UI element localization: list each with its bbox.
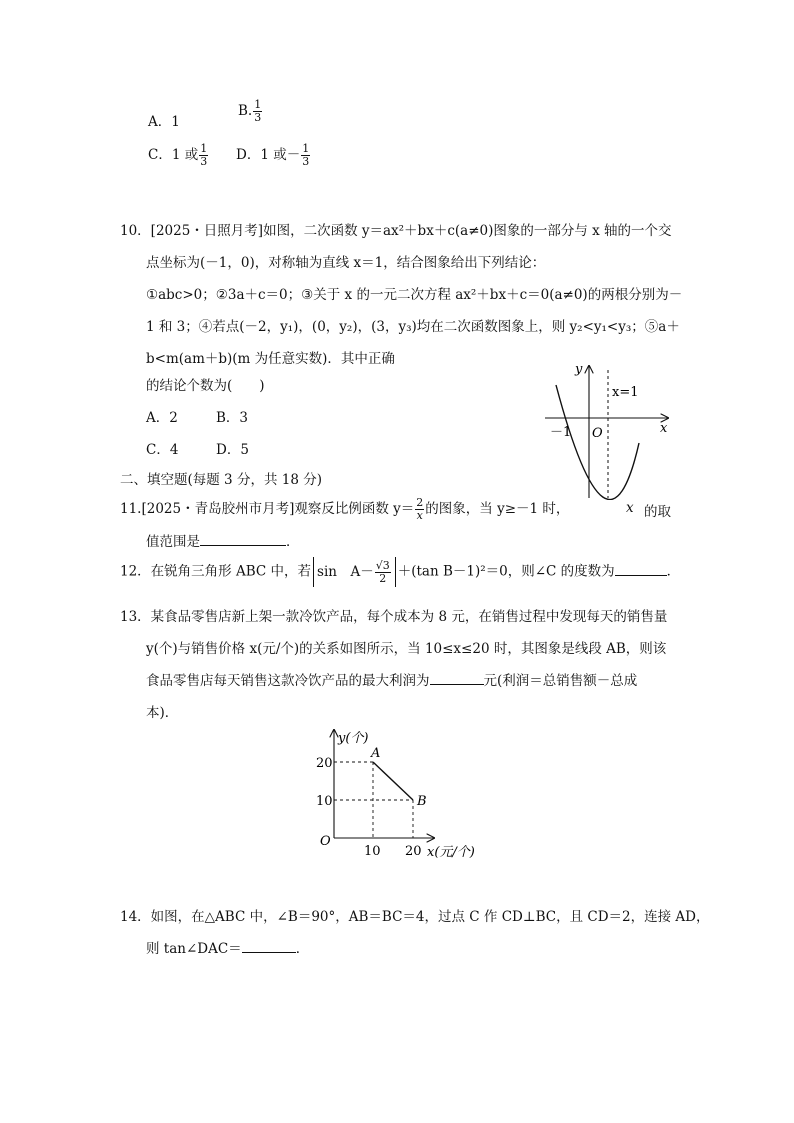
q13-line-segment-figure: [314, 724, 484, 864]
q11-line-2: 值范围是 ．: [146, 534, 300, 550]
fraction: $\frac{√3}{2}$: [375, 559, 390, 585]
point-b-label: B: [417, 794, 427, 809]
q9-option-b: B. $\frac{1}{3}$: [238, 98, 262, 124]
q10-parabola-figure: [540, 360, 680, 500]
answer-blank[interactable]: [430, 672, 484, 685]
y-tick-10: 10: [316, 794, 333, 809]
q11-x-var: x: [626, 500, 634, 516]
parabola-curve: [556, 385, 639, 500]
q9-option-d: D．1 或－ $\frac{1}{3}$: [236, 142, 310, 168]
q10-line-6: 的结论个数为( ): [146, 378, 265, 394]
q13-line-1: 13．某食品零售店新上架一款冷饮产品，每个成本为 8 元，在销售过程中发现每天的销售量: [120, 609, 668, 625]
origin-label: O: [592, 426, 603, 441]
q9-option-a: A．1: [148, 114, 180, 130]
q10-option-a: A．2: [146, 410, 178, 426]
q11-line-1: 11.[2025・青岛胶州市月考]观察反比例函数 y＝ $\frac{2}{x}$ 的图象，当 y≥－1 时，: [120, 496, 570, 522]
fraction: $\frac{1}{3}$: [200, 142, 208, 168]
x-tick-10: 10: [364, 844, 381, 859]
graph-y-label: y: [575, 362, 583, 377]
fraction: $\frac{1}{3}$: [302, 142, 310, 168]
q10-line-1: 10．[2025・日照月考]如图，二次函数 y＝ax²＋bx＋c(a≠0)图象的一部分与 x 轴的一个交: [120, 223, 672, 239]
origin-label: O: [320, 834, 331, 849]
answer-blank[interactable]: [200, 533, 286, 546]
fraction: $\frac{2}{x}$: [416, 496, 424, 522]
symmetry-label: x=1: [612, 385, 639, 400]
q10-option-d: D．5: [216, 442, 249, 458]
q10-option-c: C．4: [146, 442, 179, 458]
q10-line-3: ①abc>0；②3a＋c＝0；③关于 x 的一元二次方程 ax²＋bx＋c＝0(a≠0)的两根分别为－: [146, 287, 683, 303]
q10-line-2: 点坐标为(－1，0)，对称轴为直线 x＝1，结合图象给出下列结论：: [146, 255, 546, 271]
answer-blank[interactable]: [615, 563, 667, 576]
section-title: 二、填空题(每题 3 分，共 18 分): [120, 472, 322, 488]
graph-y-label: y(个): [338, 731, 369, 746]
q14-line-2: 则 tan∠DAC＝ ．: [146, 941, 310, 957]
fraction: $\frac{1}{3}$: [254, 98, 262, 124]
q13-line-4: 本)．: [146, 705, 179, 721]
point-a-label: A: [371, 746, 381, 761]
q10-line-5: b<m(am＋b)(m 为任意实数)．其中正确: [146, 351, 395, 367]
y-tick-20: 20: [316, 756, 333, 771]
segment-ab: [373, 762, 413, 800]
q10-line-4: 1 和 3；④若点(－2，y₁)，(0，y₂)，(3，y₃)均在二次函数图象上，则 y₂<y₁<y₃；⑤a＋: [146, 319, 680, 335]
q10-option-b: B．3: [216, 410, 249, 426]
answer-blank[interactable]: [242, 940, 296, 953]
graph-x-label: x(元/个): [427, 845, 475, 860]
q13-line-3: 食品零售店每天销售这款冷饮产品的最大利润为 元(利润＝总销售额－总成: [146, 673, 638, 689]
neg-one-label: －1: [550, 425, 572, 440]
q13-line-2: y(个)与销售价格 x(元/个)的关系如图所示，当 10≤x≤20 时，其图象是线段 AB，则该: [146, 641, 667, 657]
q14-line-1: 14．如图，在△ABC 中，∠B＝90°，AB＝BC＝4，过点 C 作 CD⊥BC，且 CD＝2，连接 AD，: [120, 909, 710, 925]
graph-x-label: x: [660, 421, 668, 436]
q9-option-c: C．1 或 $\frac{1}{3}$: [148, 142, 208, 168]
x-tick-20: 20: [405, 844, 422, 859]
q12-line: 12．在锐角三角形 ABC 中，若 sin A－ $\frac{√3}{2}$ ＋(tan B－1)²＝0，则∠C 的度数为 ．: [120, 559, 681, 585]
q11-tail: 的取: [644, 504, 671, 520]
